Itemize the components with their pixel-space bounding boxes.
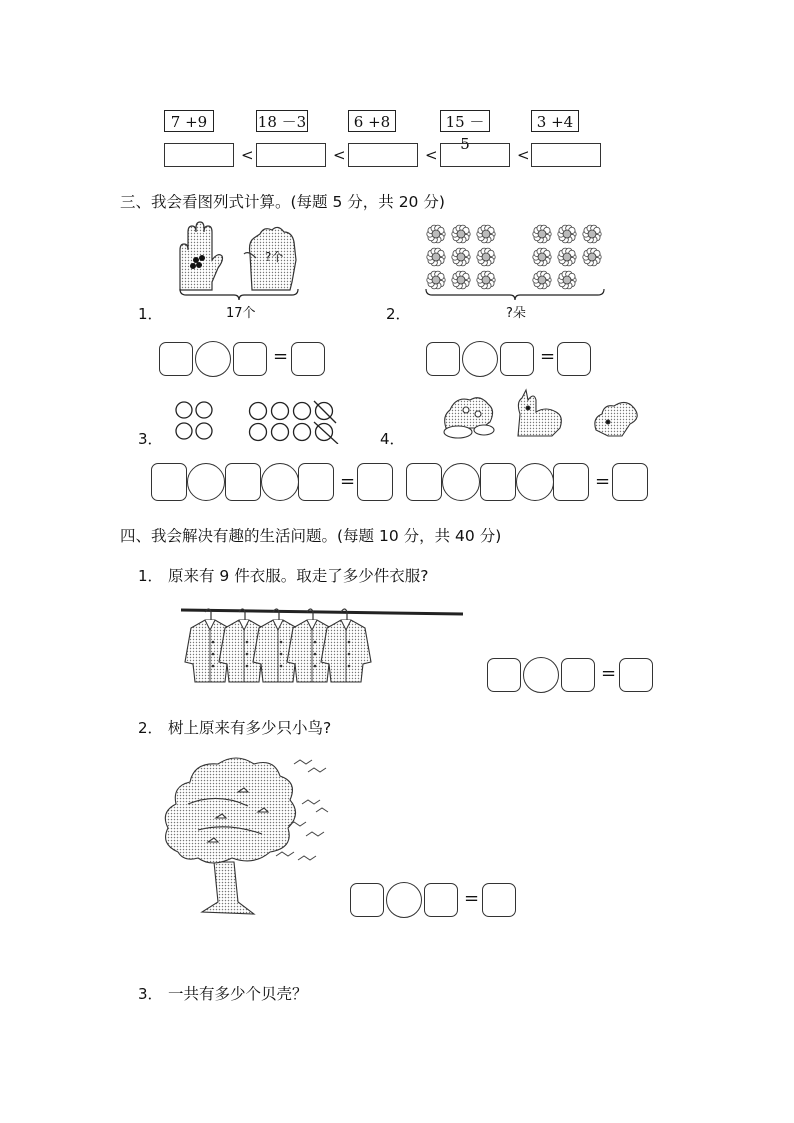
total-label: 17个: [226, 306, 256, 321]
operator-circle[interactable]: [516, 463, 554, 501]
operator-circle[interactable]: [187, 463, 225, 501]
hanger-rod: [181, 610, 463, 614]
expression-box: 3 +4: [531, 110, 579, 132]
answer-square[interactable]: [553, 463, 589, 501]
equals-sign: =: [601, 663, 617, 684]
section-3-heading: 三、我会看图列式计算。(每题 5 分，共 20 分): [120, 193, 445, 211]
answer-square[interactable]: [619, 658, 653, 692]
question-number: 1．: [138, 305, 163, 323]
equals-sign: =: [540, 346, 556, 367]
total-brace: [178, 287, 300, 301]
answer-blank[interactable]: [348, 143, 418, 167]
answer-square[interactable]: [151, 463, 187, 501]
answer-square[interactable]: [480, 463, 516, 501]
equals-sign: =: [464, 888, 480, 909]
answer-square[interactable]: [225, 463, 261, 501]
operator-circle[interactable]: [523, 657, 559, 693]
question-number: 2．: [138, 719, 163, 737]
flower-icon: [427, 248, 445, 266]
expression-box: 15 －5: [440, 110, 490, 132]
answer-square[interactable]: [557, 342, 591, 376]
question-text: 树上原来有多少只小鸟?: [168, 719, 332, 737]
clothes-rack-illustration: [165, 602, 467, 690]
equals-sign: =: [340, 471, 356, 492]
circles-illustration: [172, 398, 348, 444]
answer-blank[interactable]: [531, 143, 601, 167]
answer-square[interactable]: [561, 658, 595, 692]
operator-circle[interactable]: [195, 341, 231, 377]
answer-square[interactable]: [424, 883, 458, 917]
flower-icon: [477, 248, 495, 266]
flower-icon: [558, 225, 576, 243]
section-4-heading: 四、我会解决有趣的生活问题。(每题 10 分，共 40 分): [120, 527, 502, 545]
flowers-illustration: [424, 222, 614, 294]
animals-illustration: [436, 388, 646, 442]
flower-icon: [558, 248, 576, 266]
equals-sign: =: [273, 346, 289, 367]
operator-circle[interactable]: [386, 882, 422, 918]
equals-sign: =: [595, 471, 611, 492]
flower-icon: [427, 225, 445, 243]
answer-square[interactable]: [406, 463, 442, 501]
less-than-sign: <: [517, 146, 530, 164]
flower-icon: [533, 225, 551, 243]
flower-icon: [533, 248, 551, 266]
operator-circle[interactable]: [261, 463, 299, 501]
less-than-sign: <: [425, 146, 438, 164]
question-text: 原来有 9 件衣服。取走了多少件衣服?: [168, 567, 429, 585]
answer-blank[interactable]: [164, 143, 234, 167]
flower-icon: [583, 248, 601, 266]
operator-circle[interactable]: [442, 463, 480, 501]
hidden-count-label: ?个: [265, 250, 284, 264]
answer-blank[interactable]: [440, 143, 510, 167]
answer-square[interactable]: [500, 342, 534, 376]
answer-square[interactable]: [298, 463, 334, 501]
question-number: 1．: [138, 567, 163, 585]
expression-box: 18 －3: [256, 110, 308, 132]
total-label: ?朵: [506, 306, 526, 321]
question-number: 3．: [138, 985, 163, 1003]
answer-square[interactable]: [350, 883, 384, 917]
question-number: 4．: [380, 430, 405, 448]
less-than-sign: <: [241, 146, 254, 164]
answer-blank[interactable]: [256, 143, 326, 167]
question-number: 3．: [138, 430, 163, 448]
answer-square[interactable]: [291, 342, 325, 376]
question-text: 一共有多少个贝壳？: [168, 985, 308, 1003]
answer-square[interactable]: [487, 658, 521, 692]
answer-square[interactable]: [426, 342, 460, 376]
answer-square[interactable]: [357, 463, 393, 501]
less-than-sign: <: [333, 146, 346, 164]
expression-box: 6 +8: [348, 110, 396, 132]
tree-birds-illustration: [158, 752, 338, 922]
flower-icon: [477, 225, 495, 243]
answer-square[interactable]: [482, 883, 516, 917]
answer-square[interactable]: [233, 342, 267, 376]
operator-circle[interactable]: [462, 341, 498, 377]
question-number: 2．: [386, 305, 411, 323]
answer-square[interactable]: [612, 463, 648, 501]
answer-square[interactable]: [159, 342, 193, 376]
flower-icon: [452, 225, 470, 243]
flower-icon: [452, 248, 470, 266]
expression-box: 7 +9: [164, 110, 214, 132]
total-brace: [424, 287, 606, 301]
flower-icon: [583, 225, 601, 243]
